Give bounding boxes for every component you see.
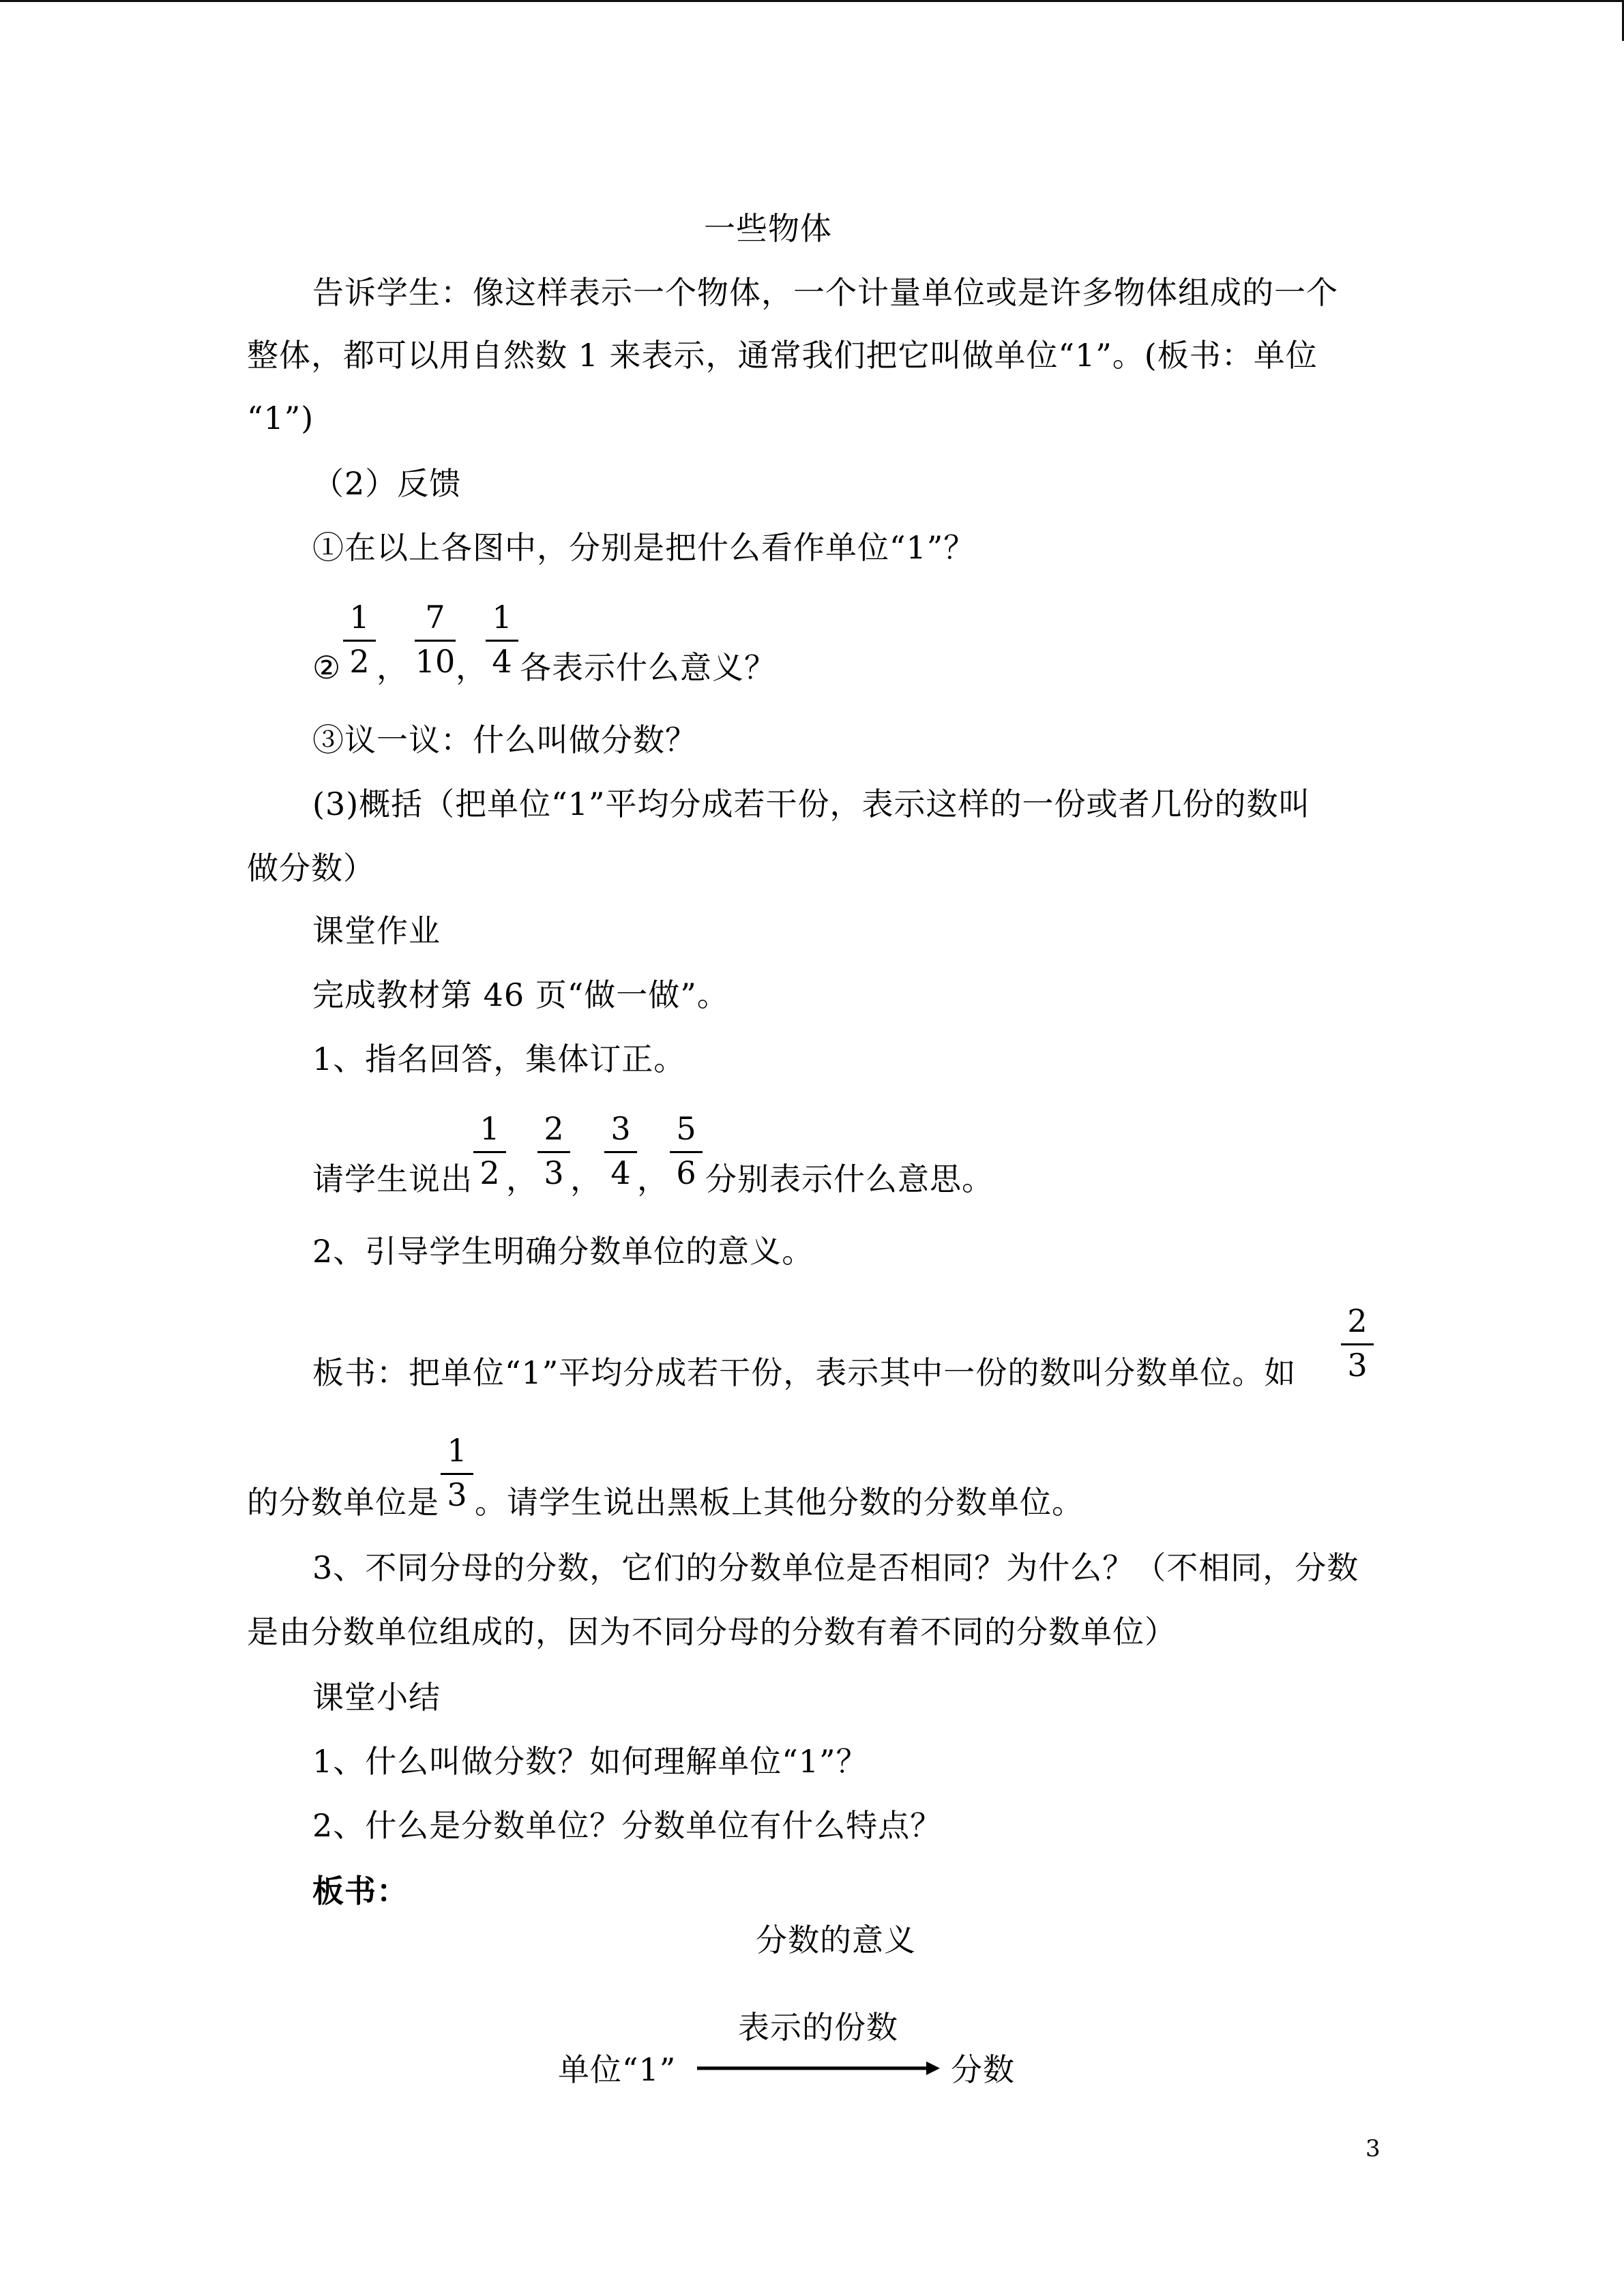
board-note-line: 板书：把单位“1”平均分成若干份，表示其中一份的数叫分数单位。如 [312, 1354, 1297, 1391]
denominator: 4 [492, 643, 512, 680]
question-1: ①在以上各图中，分别是把什么看作单位“1”？ [312, 529, 976, 566]
numerator: 1 [492, 599, 512, 636]
denominator: 2 [349, 643, 370, 680]
comma: ， [377, 649, 409, 686]
paragraph-line: “1”) [247, 400, 314, 436]
denominator: 3 [1347, 1347, 1368, 1384]
numerator: 7 [425, 599, 445, 636]
question-2-text: 各表示什么意义？ [520, 649, 776, 686]
paragraph-line: 告诉学生：像这样表示一个物体，一个计量单位或是许多物体组成的一个 [312, 274, 1338, 311]
right-arrow-icon [696, 2058, 941, 2078]
section-class-summary: 课堂小结 [312, 1679, 441, 1716]
numerator: 1 [447, 1432, 467, 1469]
numerator: 1 [479, 1110, 500, 1147]
fraction-7-10 [411, 599, 460, 680]
page-number: 3 [1365, 2135, 1381, 2162]
numerator: 2 [544, 1110, 564, 1147]
comma: ， [456, 649, 488, 686]
denominator: 2 [479, 1154, 500, 1191]
fraction-1-4 [482, 599, 522, 680]
diagram-target: 分数 [951, 2051, 1015, 2088]
fraction-1-3 [437, 1432, 477, 1513]
fraction-3-4 [600, 1110, 641, 1191]
fraction-1-2 [339, 599, 380, 680]
diagram-source: 单位“1” [558, 2051, 677, 2088]
denominator: 6 [676, 1154, 696, 1191]
fraction-1-2 [469, 1110, 510, 1191]
board-title: 分数的意义 [756, 1922, 916, 1958]
comma: ， [506, 1161, 538, 1197]
board-label: 板书： [312, 1873, 409, 1909]
summary-line: 做分数） [247, 850, 375, 886]
ask-students-text: 分别表示什么意思。 [705, 1161, 994, 1197]
denominator: 3 [447, 1476, 467, 1513]
question-line: 3、不同分母的分数，它们的分数单位是否相同？为什么？（不相同，分数 [312, 1549, 1359, 1586]
comma: ， [637, 1161, 669, 1197]
classwork-line: 完成教材第 46 页“做一做”。 [312, 976, 729, 1013]
arrow-label: 表示的份数 [738, 2009, 898, 2046]
numerator: 3 [610, 1110, 631, 1147]
fraction-5-6 [666, 1110, 707, 1191]
section-classwork: 课堂作业 [312, 912, 441, 949]
heading-some-objects: 一些物体 [704, 210, 832, 247]
denominator: 3 [544, 1154, 564, 1191]
summary-question: 1、什么叫做分数？如何理解单位“1”？ [312, 1743, 868, 1780]
question-3: ③议一议：什么叫做分数？ [312, 721, 697, 758]
question-2-marker: ② [312, 649, 342, 686]
classwork-line: 1、指名回答，集体订正。 [312, 1041, 686, 1077]
section-feedback: （2）反馈 [312, 465, 462, 502]
fraction-2-3 [1337, 1302, 1378, 1384]
numerator: 2 [1347, 1302, 1368, 1339]
unit-line: 的分数单位是 [247, 1484, 439, 1521]
guide-line: 2、引导学生明确分数单位的意义。 [312, 1233, 814, 1270]
comma: ， [570, 1161, 602, 1197]
ask-students: 请学生说出 [312, 1161, 473, 1197]
denominator: 10 [415, 643, 456, 680]
fraction-2-3 [533, 1110, 574, 1191]
page-top-border [0, 0, 1624, 2]
summary-question: 2、什么是分数单位？分数单位有什么特点？ [312, 1807, 943, 1844]
numerator: 5 [676, 1110, 696, 1147]
question-line: 是由分数单位组成的，因为不同分母的分数有着不同的分数单位） [247, 1613, 1177, 1650]
unit-line-text: 。请学生说出黑板上其他分数的分数单位。 [475, 1484, 1084, 1521]
numerator: 1 [349, 599, 370, 636]
paragraph-line: 整体，都可以用自然数 1 来表示，通常我们把它叫做单位“1”。(板书：单位 [247, 337, 1318, 374]
summary-line: (3)概括（把单位“1”平均分成若干份，表示这样的一份或者几份的数叫 [312, 786, 1311, 822]
denominator: 4 [610, 1154, 631, 1191]
